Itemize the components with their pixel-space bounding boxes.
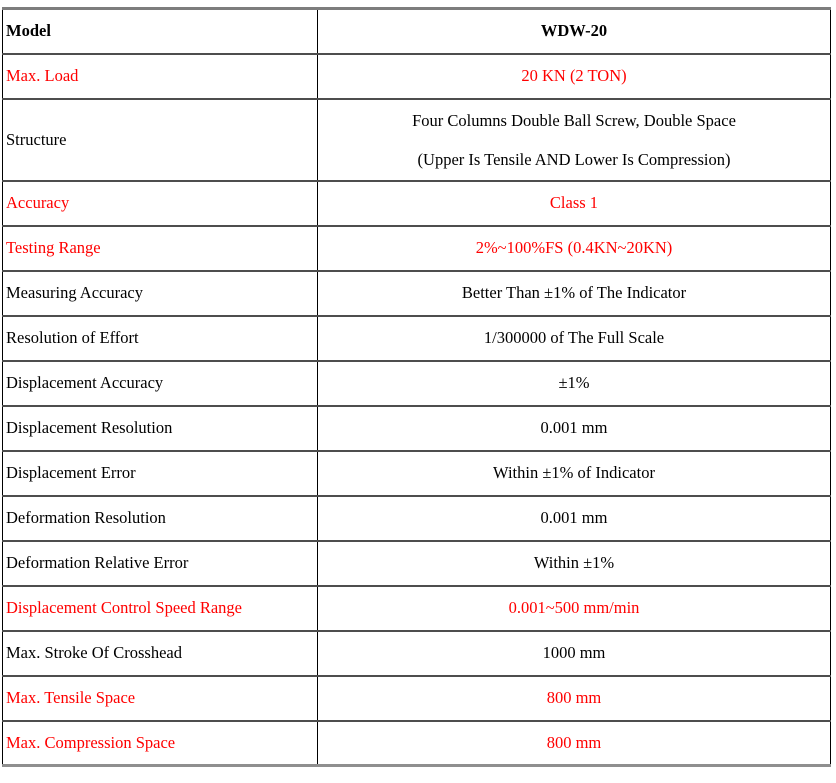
table-row bbox=[3, 721, 831, 766]
spec-value-line: Four Columns Double Ball Screw, Double Space bbox=[412, 110, 736, 130]
spec-label: Displacement Control Speed Range bbox=[3, 586, 318, 631]
table-row bbox=[3, 496, 831, 541]
spec-value: 0.001 mm bbox=[318, 406, 831, 451]
table-row bbox=[3, 316, 831, 361]
table-row bbox=[3, 541, 831, 586]
spec-table bbox=[2, 7, 831, 767]
spec-label: Displacement Resolution bbox=[3, 406, 318, 451]
spec-label: Measuring Accuracy bbox=[3, 271, 318, 316]
spec-table-body bbox=[3, 9, 831, 766]
spec-value: WDW-20 bbox=[318, 9, 831, 54]
table-row bbox=[3, 9, 831, 54]
spec-value: 0.001 mm bbox=[318, 496, 831, 541]
table-row bbox=[3, 226, 831, 271]
spec-value: 0.001~500 mm/min bbox=[318, 586, 831, 631]
table-row bbox=[3, 271, 831, 316]
spec-value: Within ±1% bbox=[318, 541, 831, 586]
spec-value: Within ±1% of Indicator bbox=[318, 451, 831, 496]
spec-value: 1000 mm bbox=[318, 631, 831, 676]
spec-label: Model bbox=[3, 9, 318, 54]
spec-label: Resolution of Effort bbox=[3, 316, 318, 361]
table-row bbox=[3, 631, 831, 676]
spec-value: 1/300000 of The Full Scale bbox=[318, 316, 831, 361]
table-row bbox=[3, 181, 831, 226]
table-row bbox=[3, 676, 831, 721]
spec-label: Max. Stroke Of Crosshead bbox=[3, 631, 318, 676]
spec-label: Structure bbox=[3, 99, 318, 181]
table-row bbox=[3, 54, 831, 99]
spec-value: ±1% bbox=[318, 361, 831, 406]
spec-value: 800 mm bbox=[318, 721, 831, 766]
spec-label: Max. Compression Space bbox=[3, 721, 318, 766]
spec-label: Max. Load bbox=[3, 54, 318, 99]
spec-label: Displacement Accuracy bbox=[3, 361, 318, 406]
spec-value-line: (Upper Is Tensile AND Lower Is Compression) bbox=[417, 149, 731, 169]
spec-value: 20 KN (2 TON) bbox=[318, 54, 831, 99]
spec-value bbox=[318, 99, 831, 181]
table-row bbox=[3, 451, 831, 496]
table-row bbox=[3, 586, 831, 631]
table-row bbox=[3, 406, 831, 451]
spec-label: Deformation Relative Error bbox=[3, 541, 318, 586]
spec-value: 800 mm bbox=[318, 676, 831, 721]
spec-value: Class 1 bbox=[318, 181, 831, 226]
spec-label: Deformation Resolution bbox=[3, 496, 318, 541]
spec-label: Max. Tensile Space bbox=[3, 676, 318, 721]
spec-label: Displacement Error bbox=[3, 451, 318, 496]
spec-value: 2%~100%FS (0.4KN~20KN) bbox=[318, 226, 831, 271]
table-row bbox=[3, 99, 831, 181]
table-row bbox=[3, 361, 831, 406]
spec-label: Testing Range bbox=[3, 226, 318, 271]
spec-value: Better Than ±1% of The Indicator bbox=[318, 271, 831, 316]
spec-label: Accuracy bbox=[3, 181, 318, 226]
